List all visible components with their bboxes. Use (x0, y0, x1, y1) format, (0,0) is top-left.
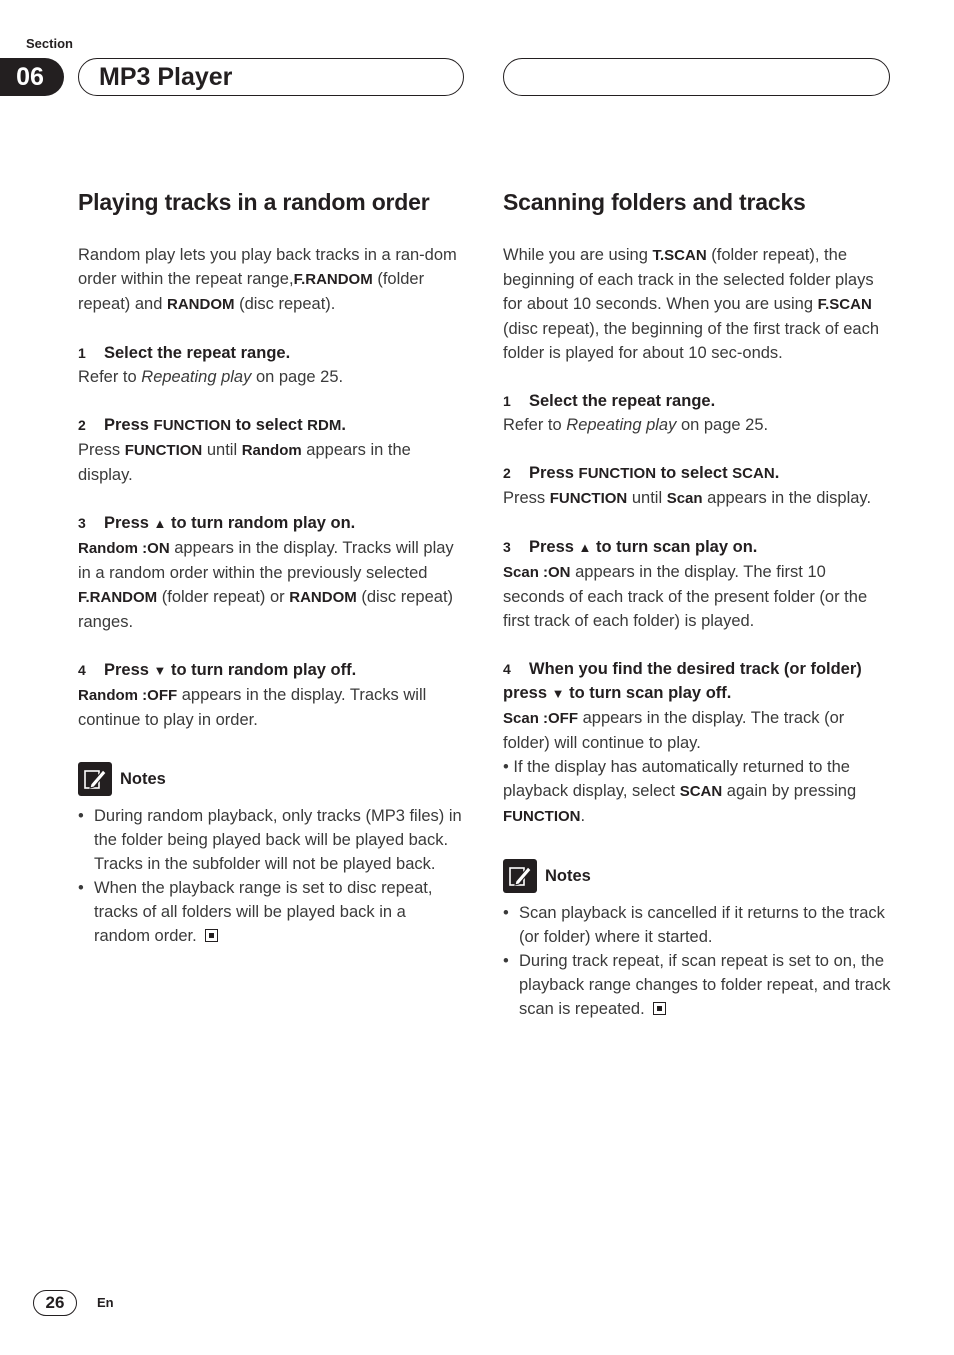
step-3-body (78, 536, 466, 634)
step-number: 2 (78, 417, 86, 433)
intro-text: Random play lets you play back tracks in a ran-dom order within the repeat range, (78, 246, 457, 288)
lcd-text: RANDOM (166, 296, 235, 313)
step-2-heading (78, 413, 466, 438)
cross-reference: Repeating play (141, 368, 252, 386)
down-arrow-icon: ▼ (551, 686, 565, 701)
left-column (78, 186, 466, 948)
lcd-text: SCAN (679, 783, 723, 800)
scan-heading: Scanning folders and tracks (503, 189, 806, 215)
scan-intro (503, 243, 891, 365)
pencil-note-icon (78, 762, 112, 796)
note-item: • During random playback, only tracks (MP3 files) in the folder being played back will be played back. Tracks in the subfolder will not be played back. (78, 804, 466, 876)
step-title: Press (529, 464, 579, 482)
step-number: 2 (503, 465, 511, 481)
step-number: 3 (78, 515, 86, 531)
button-name: FUNCTION (503, 808, 581, 825)
lcd-text: F.RANDOM (293, 271, 373, 288)
intro-text: (folder repeat), the beginning of each track in the selected folder plays for about 10 seconds. When you are using (503, 246, 874, 313)
step-title: to select (656, 464, 733, 482)
button-name: FUNCTION (549, 490, 628, 507)
step-number: 1 (78, 345, 86, 361)
button-name: FUNCTION (153, 417, 232, 434)
body-text: appears in the display. Tracks will play in a random order within the previously selected (78, 539, 454, 582)
step-4-heading (78, 658, 466, 683)
step-title: Select the repeat range. (529, 392, 716, 410)
chapter-title-box-empty (503, 58, 890, 96)
note-item (503, 949, 891, 1021)
step-title: to turn random play off. (166, 661, 357, 679)
button-name: FUNCTION (578, 465, 657, 482)
intro-text: (disc repeat). (234, 295, 336, 313)
body-text: appears in the display. (78, 441, 411, 484)
body-text: on page 25. (676, 416, 769, 434)
lcd-text: Scan :OFF (503, 710, 579, 727)
step-title: Press (529, 538, 579, 556)
lcd-text: RANDOM (289, 589, 357, 606)
right-column (503, 186, 891, 1021)
body-text: again by pressing (722, 782, 857, 800)
notes-header (78, 762, 466, 796)
step-3-body (503, 560, 891, 633)
body-text: appears in the display. Tracks will continue to play in order. (78, 686, 427, 729)
step-4-body (503, 706, 891, 755)
step-3-heading (78, 511, 466, 536)
step-2-body (503, 486, 891, 511)
lcd-text: Random :ON (78, 540, 170, 557)
display-code: RDM (307, 417, 342, 434)
lcd-text: F.SCAN (817, 296, 872, 313)
notes-list (503, 901, 891, 1021)
note-text: During track repeat, if scan repeat is set to on, the playback range changes to folder repeat, and track scan is repeated. (519, 952, 891, 1018)
notes-header (503, 859, 891, 893)
up-arrow-icon: ▲ (578, 540, 592, 555)
body-text: appears in the display. (702, 489, 872, 507)
body-text: (disc repeat) ranges. (78, 588, 454, 631)
step-title: Press (104, 661, 154, 679)
body-text: appears in the display. The first 10 seconds of each track of the present folder (or the first track of each folder) is played. (503, 563, 868, 630)
section-number-tab: 06 (0, 58, 64, 96)
step-title: Press (104, 416, 154, 434)
cross-reference: Repeating play (566, 416, 677, 434)
intro-text: While you are using (503, 246, 653, 264)
pencil-note-icon (503, 859, 537, 893)
step-title: to select (231, 416, 308, 434)
lcd-text: F.RANDOM (78, 589, 158, 606)
chapter-title: MP3 Player (78, 58, 464, 96)
language-code: En (97, 1295, 114, 1310)
body-text: until (202, 441, 242, 459)
body-text: Press (503, 489, 550, 507)
body-text: on page 25. (251, 368, 344, 386)
lcd-text: Random (241, 442, 302, 459)
note-item: • Scan playback is cancelled if it returns to the track (or folder) where it started. (503, 901, 891, 949)
step-4-heading (503, 657, 891, 706)
step-1-heading (503, 389, 891, 413)
step-4-extra (503, 755, 891, 829)
step-3-heading (503, 535, 891, 560)
step-1-body (78, 365, 466, 389)
body-text: appears in the display. The track (or folder) will continue to play. (503, 709, 845, 752)
step-2-heading (503, 461, 891, 486)
notes-title: Notes (120, 769, 166, 788)
step-title: to turn random play on. (166, 514, 356, 532)
up-arrow-icon: ▲ (153, 516, 167, 531)
body-text: Refer to (503, 416, 567, 434)
lcd-text: Scan (666, 490, 703, 507)
notes-list (78, 804, 466, 948)
button-name: FUNCTION (124, 442, 203, 459)
lcd-text: T.SCAN (652, 247, 707, 264)
note-text: When the playback range is set to disc repeat, tracks of all folders will be played back in a random order. (94, 879, 433, 945)
step-number: 4 (503, 661, 511, 677)
body-text: Press (78, 441, 125, 459)
step-title: to turn scan play off. (564, 684, 732, 702)
step-title: Press (104, 514, 154, 532)
body-text: (folder repeat) or (157, 588, 290, 606)
step-4-body (78, 683, 466, 732)
step-title: . (774, 464, 780, 482)
intro-text: (disc repeat), the beginning of the first track of each folder is played for about 10 sec-onds. (503, 320, 880, 362)
step-1-body (503, 413, 891, 437)
display-code: SCAN (732, 465, 775, 482)
step-1-heading (78, 341, 466, 365)
step-title: When you find the desired track (or folder) press (503, 660, 862, 702)
step-number: 4 (78, 662, 86, 678)
step-title: Select the repeat range. (104, 344, 291, 362)
note-item (78, 876, 466, 948)
intro-text: (folder repeat) and (78, 270, 425, 313)
body-text: • If the display has automatically returned to the playback display, select (503, 758, 850, 800)
body-text: . (580, 807, 586, 825)
step-2-body (78, 438, 466, 487)
page-number: 26 (33, 1290, 77, 1316)
end-of-section-icon (653, 1002, 666, 1015)
random-heading: Playing tracks in a random order (78, 189, 430, 215)
step-number: 1 (503, 393, 511, 409)
body-text: until (627, 489, 667, 507)
section-label: Section (26, 36, 73, 51)
step-title: to turn scan play on. (591, 538, 758, 556)
body-text: Refer to (78, 368, 142, 386)
end-of-section-icon (205, 929, 218, 942)
notes-title: Notes (545, 866, 591, 885)
random-intro (78, 243, 466, 317)
lcd-text: Random :OFF (78, 687, 178, 704)
down-arrow-icon: ▼ (153, 663, 167, 678)
step-number: 3 (503, 539, 511, 555)
lcd-text: Scan :ON (503, 564, 571, 581)
step-title: . (341, 416, 346, 434)
